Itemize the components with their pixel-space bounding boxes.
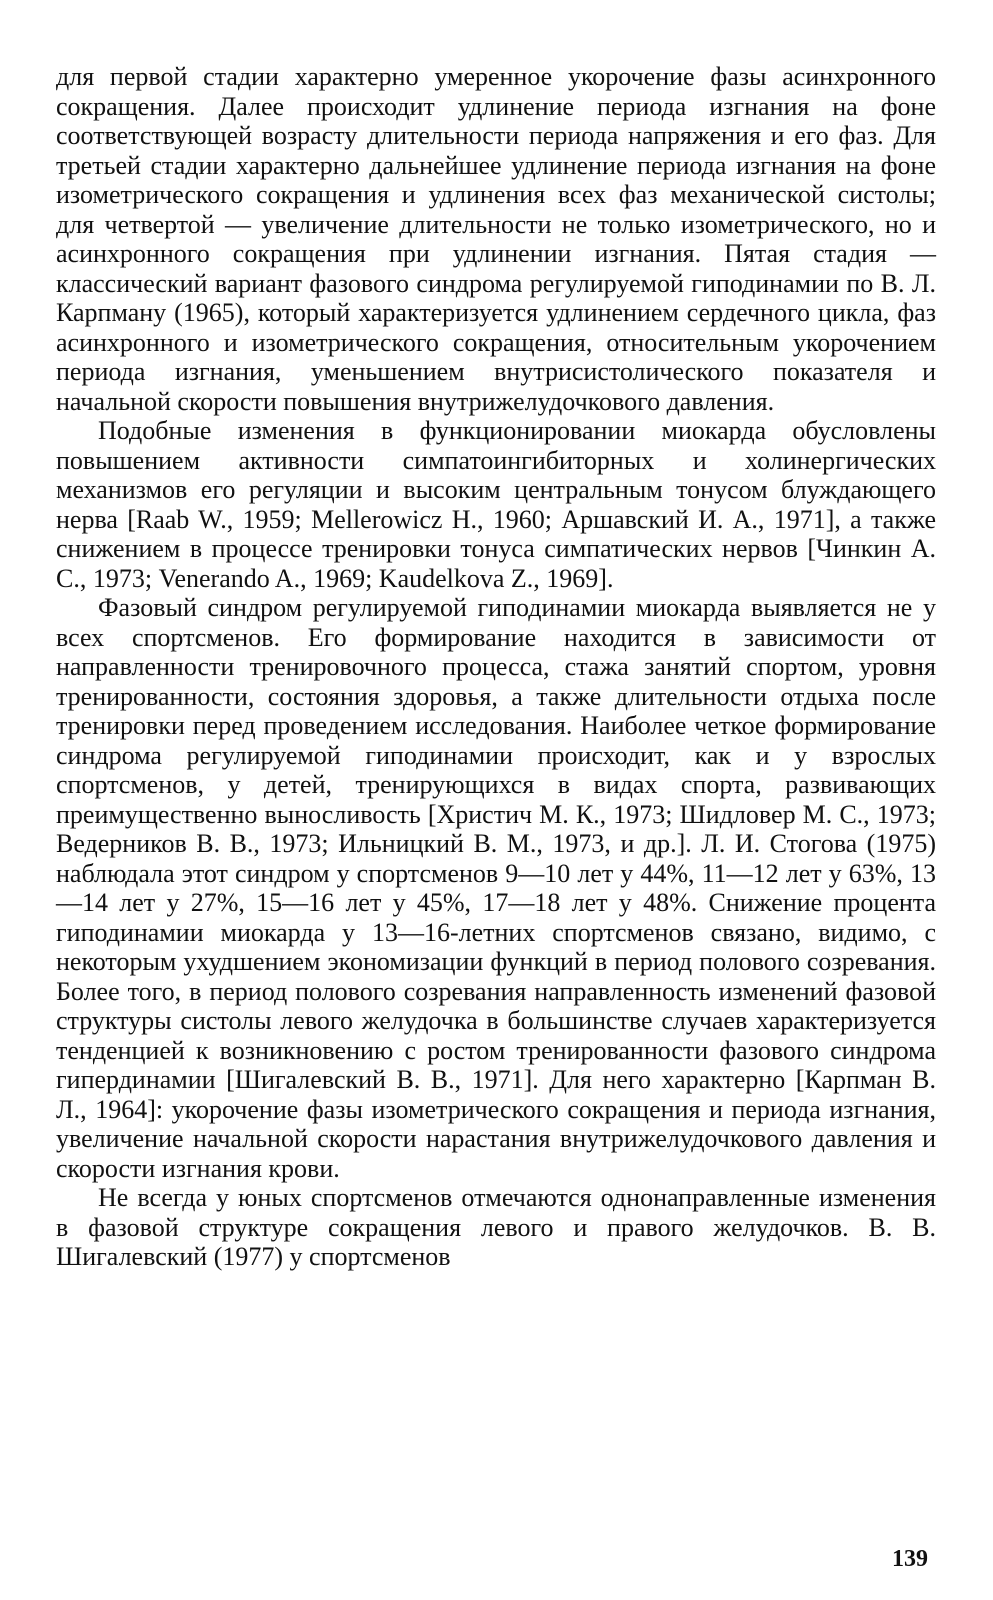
paragraph-continuation: для первой стадии характерно умеренное укорочение фазы асинхронного сокращения. Далее происходит удлинение периода изгнания на фоне соответствующей возрасту длительности периода напряжения и его фаз. Для третьей стадии характерно дальнейшее удлинение периода изгнания на фоне изометрического сокращения и удлинения всех фаз механической систолы; для четвертой — увеличение длительности не только изометрического, но и асинхронного сокращения при удлинении изгнания. Пятая стадия — классический вариант фазового синдрома регулируемой гиподинамии по В. Л. Карпману (1965), который характеризуется удлинением сердечного цикла, фаз асинхронного и изометрического сокращения, относительным укорочением периода изгнания, уменьшением внутрисистолического показателя и начальной скорости повышения внутрижелудочкового давления.: [56, 62, 936, 416]
page-body: [56, 62, 936, 1272]
paragraph-hypodynamia-syndrome: Фазовый синдром регулируемой гиподинамии миокарда выявляется не у всех спортсменов. Его формирование находится в зависимости от направленности тренировочного процесса, стажа занятий спортом, уровня тренированности, состояния здоровья, а также длительности отдыха после тренировки перед проведением исследования. Наиболее четкое формирование синдрома регулируемой гиподинамии происходит, как и у взрослых спортсменов, у детей, тренирующихся в видах спорта, развивающих преимущественно выносливость [Христич М. К., 1973; Шидловер М. С., 1973; Ведерников В. В., 1973; Ильницкий В. М., 1973, и др.]. Л. И. Стогова (1975) наблюдала этот синдром у спортсменов 9—10 лет у 44%, 11—12 лет у 63%, 13—14 лет у 27%, 15—16 лет у 45%, 17—18 лет у 48%. Снижение процента гиподинамии миокарда у 13—16-летних спортсменов связано, видимо, с некоторым ухудшением экономизации функций в период полового созревания. Более того, в период полового созревания направленность изменений фазовой структуры систолы левого желудочка в большинстве случаев характеризуется тенденцией к возникновению с ростом тренированности фазового синдрома гипердинамии [Шигалевский В. В., 1971]. Для него характерно [Карпман В. Л., 1964]: укорочение фазы изометрического сокращения и периода изгнания, увеличение начальной скорости нарастания внутрижелудочкового давления и скорости изгнания крови.: [56, 593, 936, 1183]
paragraph-myocardium-regulation: Подобные изменения в функционировании миокарда обусловлены повышением активности симпатоингибиторных и холинергических механизмов его регуляции и высоким центральным тонусом блуждающего нерва [Raab W., 1959; Mellerowicz H., 1960; Аршавский И. А., 1971], а также снижением в процессе тренировки тонуса симпатических нервов [Чинкин А. С., 1973; Venerando A., 1969; Kaudelkova Z., 1969].: [56, 416, 936, 593]
paragraph-ventricles: Не всегда у юных спортсменов отмечаются однонаправленные изменения в фазовой структуре сокращения левого и правого желудочков. В. В. Шигалевский (1977) у спортсменов: [56, 1183, 936, 1271]
page-number: 139: [892, 1546, 928, 1572]
